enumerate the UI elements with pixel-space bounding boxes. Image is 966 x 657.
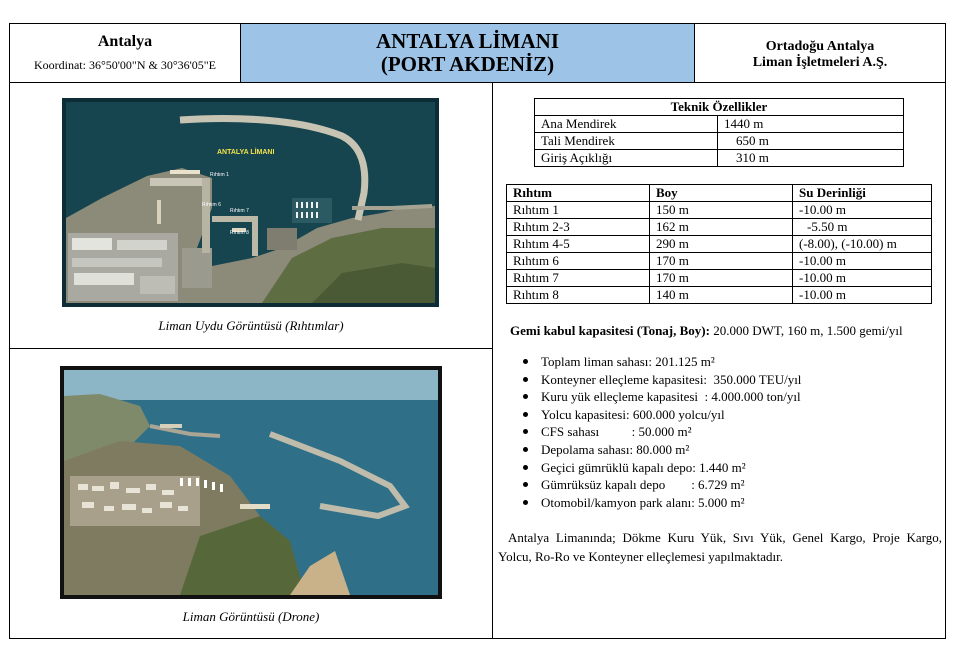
berth-length: 170 m	[650, 253, 793, 270]
list-item: Yolcu kapasitesi: 600.000 yolcu/yıl	[541, 406, 801, 424]
drone-photo	[60, 366, 442, 599]
operator-name-line2: Liman İşletmeleri A.Ş.	[752, 55, 888, 70]
table-row	[535, 150, 904, 167]
port-title: ANTALYA LİMANI	[375, 29, 560, 53]
berth-tag-8: Rıhtım 8	[230, 230, 249, 236]
info-column	[493, 83, 945, 638]
berth-length: 162 m	[650, 219, 793, 236]
berth-tag-7: Rıhtım 7	[230, 208, 249, 214]
table-row	[535, 133, 904, 150]
satellite-image-cell	[10, 83, 492, 349]
berth-tag-6: Rıhtım 6	[202, 202, 221, 208]
port-subtitle: (PORT AKDENİZ)	[380, 52, 555, 76]
technical-specs-table	[534, 98, 904, 167]
services-summary: Antalya Limanında; Dökme Kuru Yük, Sıvı Yük, Genel Kargo, Proje Kargo, Yolcu, Ro-Ro ve Konteyner elleçlemesi yapılmaktadır.	[498, 530, 942, 564]
city-name: Antalya	[97, 33, 153, 50]
berth-name: Rıhtım 2-3	[507, 219, 650, 236]
berth-header-depth: Su Derinliği	[793, 185, 932, 202]
technical-specs-title: Teknik Özellikler	[535, 99, 904, 116]
list-item: Konteyner elleçleme kapasitesi: 350.000 TEU/yıl	[541, 371, 802, 387]
drone-image-cell	[10, 349, 492, 638]
coordinates: Koordinat: 36°50'00"N & 30°36'05"E	[33, 58, 217, 72]
list-item: Depolama sahası: 80.000 m²	[541, 441, 801, 459]
list-item: Toplam liman sahası: 201.125 m²	[541, 353, 801, 371]
port-stats-list	[503, 353, 801, 511]
satellite-overlay-label: ANTALYA LİMANI	[217, 149, 275, 156]
berth-depth: -10.00 m	[793, 270, 932, 287]
berth-depth: -10.00 m	[793, 287, 932, 304]
ship-capacity-value: 20.000 DWT, 160 m, 1.500 gemi/yıl	[709, 323, 903, 338]
spec-value: 1440 m	[718, 116, 904, 133]
spec-value: 310 m	[718, 150, 904, 167]
list-item: Gümrüksüz kapalı depo : 6.729 m²	[541, 476, 801, 494]
berth-name: Rıhtım 8	[507, 287, 650, 304]
berth-depth: -5.50 m	[793, 219, 932, 236]
spec-name: Tali Mendirek	[535, 133, 718, 150]
header-title	[241, 24, 695, 83]
satellite-caption: Liman Uydu Görüntüsü (Rıhtımlar)	[158, 318, 344, 333]
spec-name: Giriş Açıklığı	[535, 150, 718, 167]
berth-depth: (-8.00), (-10.00) m	[793, 236, 932, 253]
table-row	[507, 219, 932, 236]
table-row	[535, 116, 904, 133]
spec-name: Ana Mendirek	[535, 116, 718, 133]
berth-length: 170 m	[650, 270, 793, 287]
berth-name: Rıhtım 4-5	[507, 236, 650, 253]
ship-capacity	[510, 323, 903, 339]
berth-header-name: Rıhtım	[507, 185, 650, 202]
berths-table	[506, 184, 932, 304]
table-row	[507, 270, 932, 287]
berth-tag-1: Rıhtım 1	[210, 172, 229, 178]
list-item: Geçici gümrüklü kapalı depo: 1.440 m²	[541, 459, 801, 477]
berth-name: Rıhtım 7	[507, 270, 650, 287]
operator-name-line1: Ortadoğu Antalya	[765, 39, 875, 54]
table-row	[507, 287, 932, 304]
list-item: Kuru yük elleçleme kapasitesi : 4.000.000 ton/yıl	[541, 389, 801, 405]
berth-depth: -10.00 m	[793, 202, 932, 219]
berth-depth: -10.00 m	[793, 253, 932, 270]
ship-capacity-label: Gemi kabul kapasitesi (Tonaj, Boy):	[510, 323, 710, 338]
image-column	[10, 83, 493, 638]
berth-name: Rıhtım 6	[507, 253, 650, 270]
berth-length: 150 m	[650, 202, 793, 219]
table-row	[507, 202, 932, 219]
list-item: Otomobil/kamyon park alanı: 5.000 m²	[541, 494, 801, 512]
port-info-sheet	[9, 23, 946, 639]
berth-length: 290 m	[650, 236, 793, 253]
satellite-photo	[62, 98, 439, 307]
berth-name: Rıhtım 1	[507, 202, 650, 219]
list-item: CFS sahası : 50.000 m²	[541, 423, 801, 441]
header-location	[10, 24, 241, 83]
berth-length: 140 m	[650, 287, 793, 304]
header-operator	[695, 24, 945, 83]
berth-header-length: Boy	[650, 185, 793, 202]
table-row	[507, 253, 932, 270]
table-row	[507, 236, 932, 253]
spec-value: 650 m	[718, 133, 904, 150]
drone-caption: Liman Görüntüsü (Drone)	[182, 609, 320, 624]
